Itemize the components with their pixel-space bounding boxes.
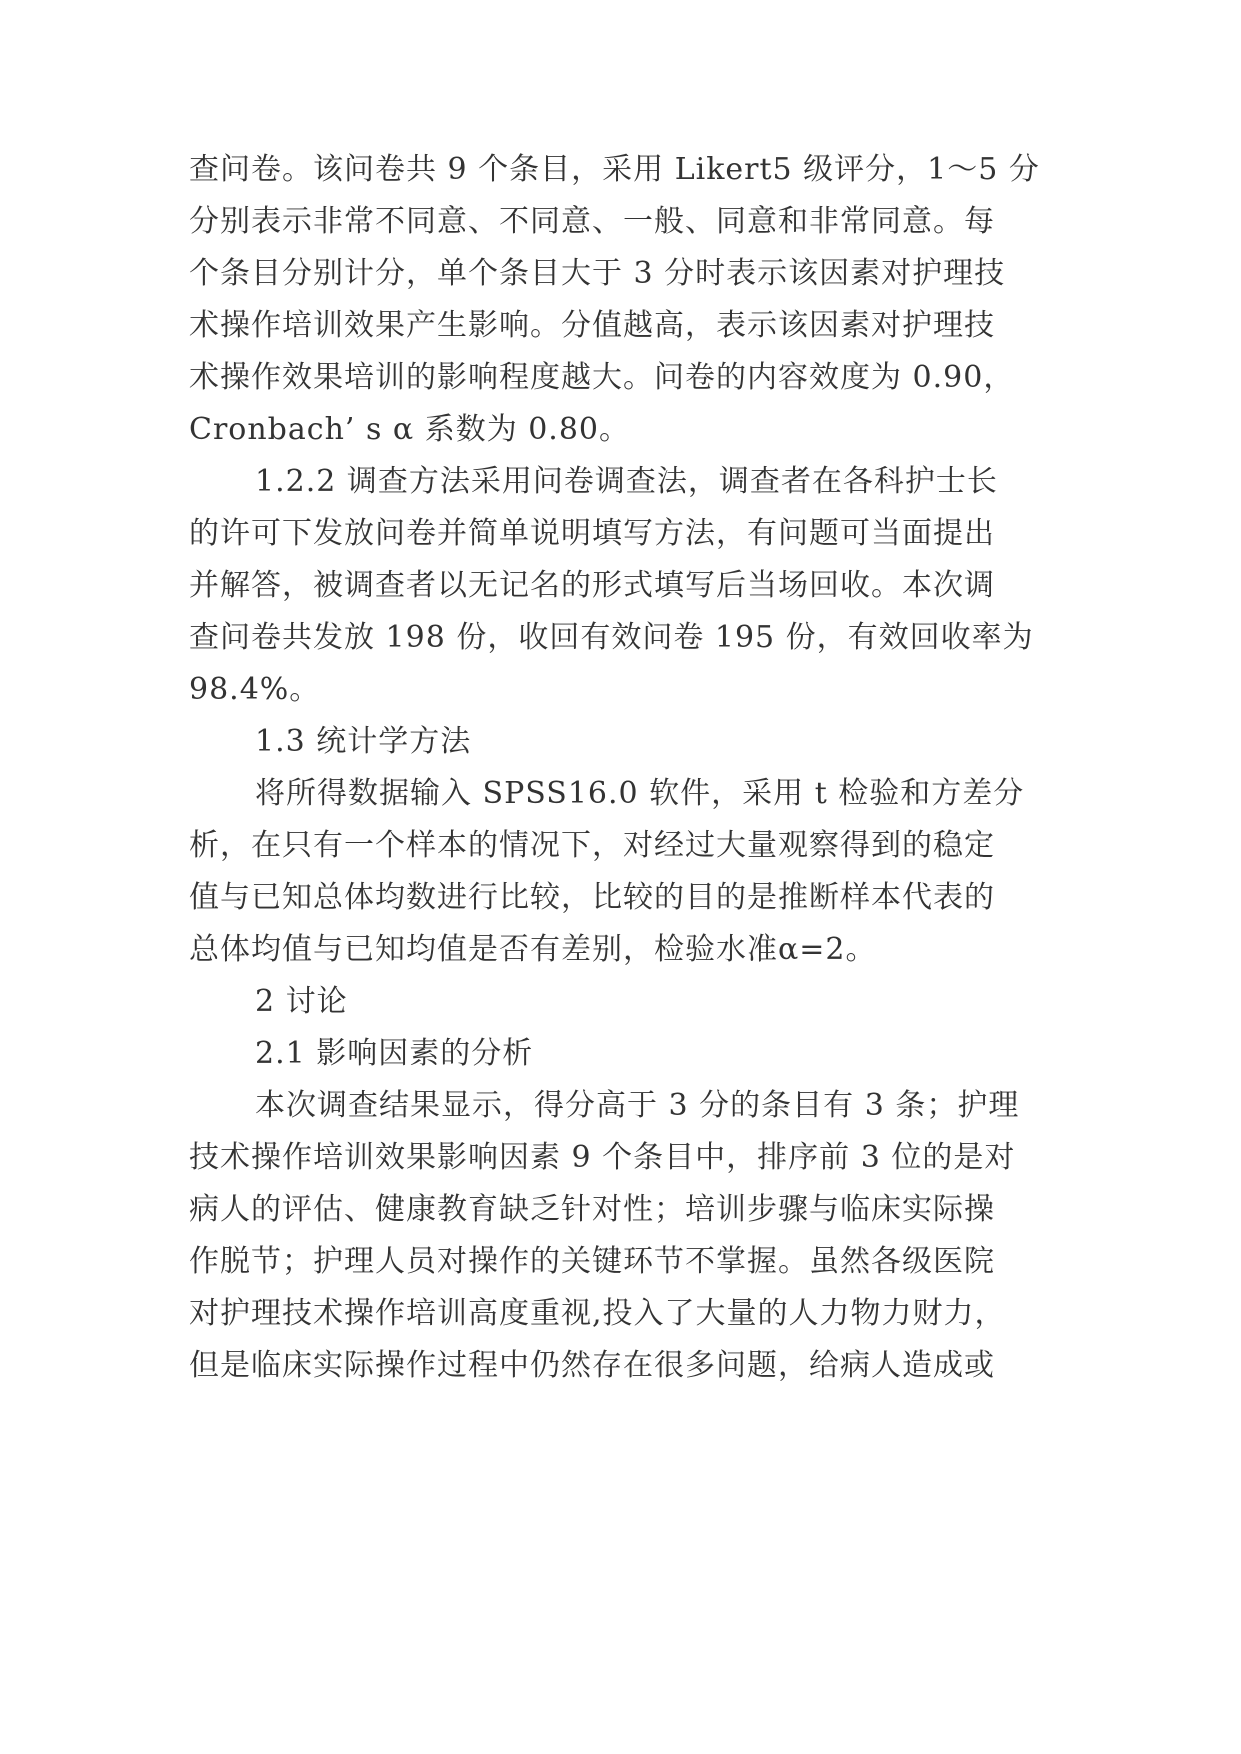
text-line: 值与已知总体均数进行比较，比较的目的是推断样本代表的 xyxy=(189,880,995,915)
text-line: 98.4%。 xyxy=(189,672,321,707)
text-line: 并解答，被调查者以无记名的形式填写后当场回收。本次调 xyxy=(189,568,995,603)
text-line: 作脱节；护理人员对操作的关键环节不掌握。虽然各级医院 xyxy=(189,1244,995,1279)
text-line: 查问卷共发放 198 份，收回有效问卷 195 份，有效回收率为 xyxy=(189,620,1034,655)
paragraph-start-line: 1.2.2 调查方法采用问卷调查法，调查者在各科护士长 xyxy=(255,464,998,499)
text-line: 对护理技术操作培训高度重视,投入了大量的人力物力财力， xyxy=(189,1296,1006,1331)
text-line: 个条目分别计分，单个条目大于 3 分时表示该因素对护理技 xyxy=(189,256,1006,291)
text-line: Cronbach’ s α 系数为 0.80。 xyxy=(189,412,631,447)
paragraph-start-line: 将所得数据输入 SPSS16.0 软件，采用 t 检验和方差分 xyxy=(255,776,1025,811)
text-line: 病人的评估、健康教育缺乏针对性；培训步骤与临床实际操 xyxy=(189,1192,995,1227)
text-line: 术操作培训效果产生影响。分值越高，表示该因素对护理技 xyxy=(189,308,995,343)
text-line: 术操作效果培训的影响程度越大。问卷的内容效度为 0.90， xyxy=(189,360,1015,395)
section-heading: 1.3 统计学方法 xyxy=(255,724,472,759)
text-line: 析，在只有一个样本的情况下，对经过大量观察得到的稳定 xyxy=(189,828,995,863)
text-line: 分别表示非常不同意、不同意、一般、同意和非常同意。每 xyxy=(189,204,995,239)
section-heading: 2.1 影响因素的分析 xyxy=(255,1036,534,1071)
text-line: 总体均值与已知均值是否有差别，检验水准α=2。 xyxy=(189,932,877,967)
text-line: 查问卷。该问卷共 9 个条目，采用 Likert5 级评分，1～5 分 xyxy=(189,152,1040,187)
paragraph-start-line: 本次调查结果显示，得分高于 3 分的条目有 3 条；护理 xyxy=(255,1088,1020,1123)
section-heading: 2 讨论 xyxy=(255,984,348,1019)
text-line: 但是临床实际操作过程中仍然存在很多问题，给病人造成或 xyxy=(189,1348,995,1383)
text-line: 技术操作培训效果影响因素 9 个条目中，排序前 3 位的是对 xyxy=(189,1140,1016,1175)
text-line: 的许可下发放问卷并简单说明填写方法，有问题可当面提出 xyxy=(189,516,995,551)
